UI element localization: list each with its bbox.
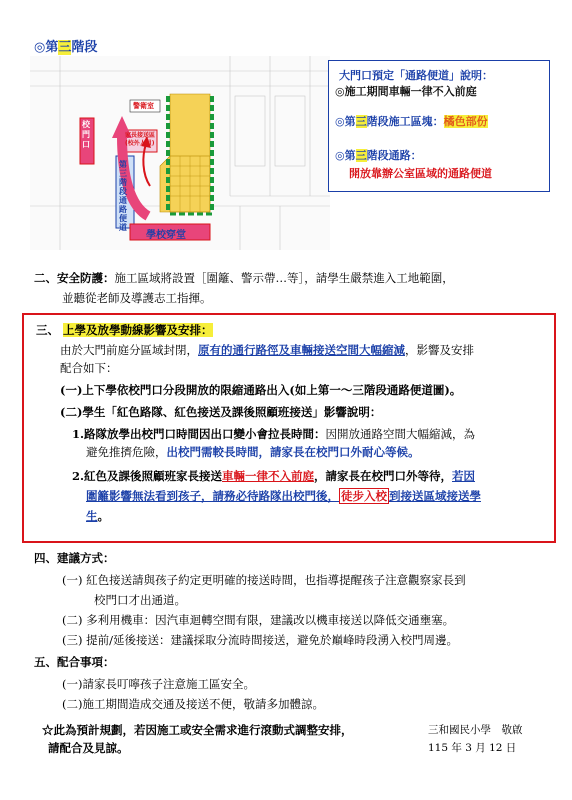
footer-note-line-2: 請配合及見諒。 [48, 741, 129, 755]
footer-school: 三和國民小學 敬啟 [428, 724, 523, 736]
map-label-hall: 學校穿堂 [146, 230, 186, 241]
section-2-line-1: 二、安全防護：施工區域將設置［圍籬、警示帶…等］，請學生嚴禁進入工地範圍， [34, 271, 454, 285]
map-legend [328, 60, 550, 192]
section-4-item-1-line-1: (一) 紅色接送請與孩子約定更明確的接送時間，也指導提醒孩子注意觀察家長到 [62, 573, 466, 587]
section-3-sub-2-line-3: 生。 [86, 509, 109, 523]
section-4-heading: 四、建議方式： [34, 551, 115, 565]
section-3-item-1: (一)上下學依校門口分段開放的限縮通路出入(如上第一～三階段通路便道圖)。 [60, 383, 462, 397]
section-3-sub-2-line-1: 2.紅色及課後照顧班家長接送車輛一律不入前庭，請家長在校門口外等待，若因 [72, 469, 476, 483]
legend-line-3: ◎第三階段施工區塊：橘色部份 [335, 115, 488, 128]
section-4-item-1-line-2: 校門口才出通道。 [94, 593, 186, 607]
legend-line-5: 開放靠辦公室區域的通路便道 [349, 167, 492, 180]
footer-date: 115 年 3 月 12 日 [428, 742, 517, 754]
map-label-gate: 校門口 [82, 120, 90, 149]
section-3-sub-1-line-2: 避免推擠危險，出校門需較長時間，請家長在校門口外耐心等候。 [86, 445, 420, 459]
section-3-heading: 三、 上學及放學動線影響及安排： [36, 323, 213, 337]
section-3-para-line-2: 配合如下： [60, 361, 118, 375]
section-3-sub-1-line-1: 1.路隊放學出校門口時間因出口變小會拉長時間：因開放通路空間大幅縮減，為 [72, 427, 476, 441]
section-5-item-2: (二)施工期間造成交通及接送不便，敬請多加體諒。 [62, 697, 324, 711]
legend-line-1: 大門口預定「通路便道」說明： [339, 69, 493, 82]
map-label-guard: 警衛室 [133, 102, 154, 110]
section-3-item-2: (二)學生「紅色路隊、紅色接送及課後照顧班接送」影響說明： [60, 405, 382, 419]
footer-note-line-1: ☆此為預計規劃，若因施工或安全需求進行滾動式調整安排， [42, 723, 353, 737]
section-3-sub-2-line-2: 圍籬影響無法看到孩子，請務必待路隊出校門後， 徒步入校 到接送區域接送學 [86, 489, 481, 503]
legend-line-4: ◎第三階段通路： [335, 149, 422, 162]
site-map [30, 56, 330, 250]
map-label-family-pickup: 家長接送區 (校外人員) [125, 132, 156, 147]
phase-title: ◎第三階段 [34, 40, 98, 55]
map-label-route: 第三階段通路便道 [119, 160, 127, 232]
section-2-line-2: 並聽從老師及導護志工指揮。 [62, 291, 212, 305]
section-4-item-3: (三) 提前/延後接送：建議採取分流時間接送，避免於巔峰時段湧入校門周邊。 [62, 633, 458, 647]
section-5-heading: 五、配合事項： [34, 655, 115, 669]
section-4-item-2: (二) 多利用機車：因汽車迴轉空間有限，建議改以機車接送以降低交通壅塞。 [62, 613, 455, 627]
legend-line-2: ◎施工期間車輛一律不入前庭 [335, 85, 477, 98]
section-5-item-1: (一)請家長叮嚀孩子注意施工區安全。 [62, 677, 255, 691]
section-3-para-line-1: 由於大門前庭分區域封閉，原有的通行路徑及車輛接送空間大幅縮減，影響及安排 [60, 343, 474, 357]
site-map-drawing [30, 56, 330, 250]
